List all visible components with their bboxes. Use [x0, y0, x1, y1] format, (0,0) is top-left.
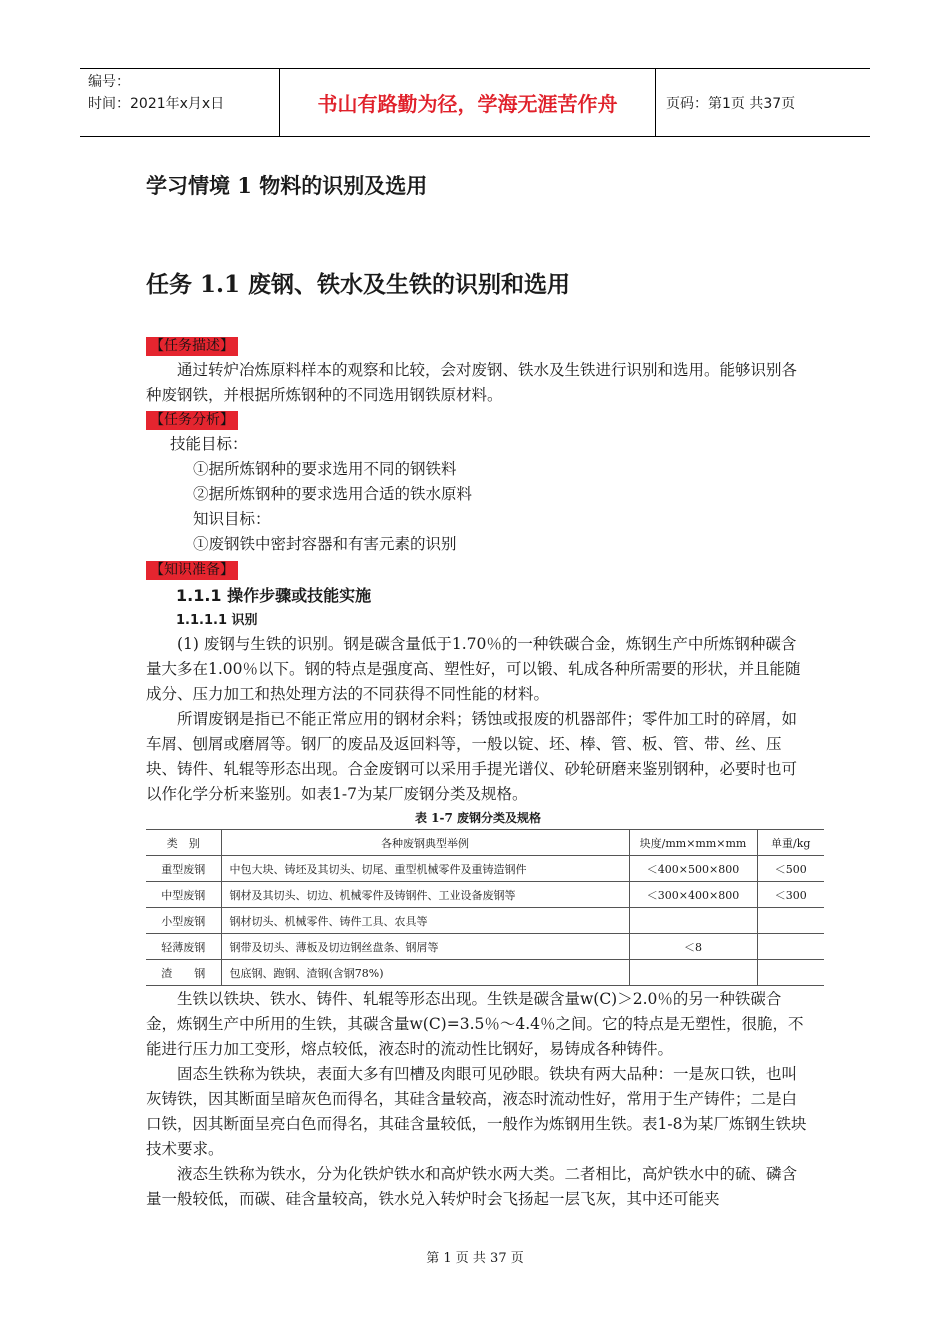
- table-cell: [629, 960, 757, 986]
- table-row: [146, 882, 824, 908]
- tag-task-analysis: 【任务分析】: [146, 411, 238, 430]
- paragraph-3: 生铁以铁块、铁水、铸件、轧辊等形态出现。生铁是碳含量w(C)＞2.0％的另一种铁碳合金，炼钢生产中所用的生铁，其碳含量w(C)=3.5％～4.4％之间。它的特点是无塑性，很脆，不能进行压力加工变形，熔点较低，液态时的流动性比钢好，易铸成各种铸件。: [146, 990, 804, 1058]
- skill-item-2: ②据所炼钢种的要求选用合适的铁水原料: [193, 485, 473, 503]
- skill-item-1: ①据所炼钢种的要求选用不同的钢铁料: [193, 460, 457, 478]
- section-heading: 1.1.1 操作步骤或技能实施: [176, 586, 372, 605]
- header-motto: 书山有路勤为径，学海无涯苦作舟: [280, 69, 656, 136]
- table-cell: 包底钢、跑钢、渣钢(含钢78%): [221, 960, 629, 986]
- tag-knowledge-prep: 【知识准备】: [146, 561, 238, 580]
- table-cell: 中型废钢: [146, 882, 221, 908]
- table-cell: [757, 908, 824, 934]
- paragraph-2: 所谓废钢是指已不能正常应用的钢材余料；锈蚀或报废的机器部件；零件加工时的碎屑，如车屑、刨屑或磨屑等。钢厂的废品及返回料等，一般以锭、坯、棒、管、板、管、带、丝、压块、铸件、轧辊等形态出现。合金废钢可以采用手提光谱仪、砂轮研磨来鉴别钢种，必要时也可以作化学分析来鉴别。如表1-7为某厂废钢分类及规格。: [146, 710, 798, 803]
- table-cell: 小型废钢: [146, 908, 221, 934]
- table-cell: [757, 934, 824, 960]
- tag-task-description: 【任务描述】: [146, 337, 238, 356]
- paragraph-4: 固态生铁称为铁块，表面大多有凹槽及肉眼可见砂眼。铁块有两大品种：一是灰口铁，也叫灰铸铁，因其断面呈暗灰色而得名，其硅含量较高，液态时流动性好，常用于生产铸件；二是白口铁，因其断面呈亮白色而得名，其硅含量较低，一般作为炼钢用生铁。表1-8为某厂炼钢生铁块技术要求。: [146, 1065, 807, 1158]
- table-cell: 渣 钢: [146, 960, 221, 986]
- table-header-cell: 块度/mm×mm×mm: [629, 830, 757, 856]
- table-cell: ＜400×500×800: [629, 856, 757, 882]
- table-cell: ＜500: [757, 856, 824, 882]
- table-row: [146, 934, 824, 960]
- number-label: 编号：: [88, 74, 130, 90]
- table-cell: ＜300×400×800: [629, 882, 757, 908]
- table-row: [146, 908, 824, 934]
- situation-title: 学习情境 1 物料的识别及选用: [146, 173, 428, 198]
- time-label: 时间：2021年x月x日: [88, 96, 225, 112]
- scrap-steel-table: [146, 829, 824, 986]
- table-row: [146, 856, 824, 882]
- paragraph-5: 液态生铁称为铁水，分为化铁炉铁水和高炉铁水两大类。二者相比，高炉铁水中的硫、磷含量一般较低，而碳、硅含量较高，铁水兑入转炉时会飞扬起一层飞灰，其中还可能夹: [146, 1165, 798, 1208]
- table-header-row: [146, 830, 824, 856]
- knowledge-item-1: ①废钢铁中密封容器和有害元素的识别: [193, 535, 457, 553]
- table-header-cell: 类 别: [146, 830, 221, 856]
- table-row: [146, 960, 824, 986]
- table-cell: ＜8: [629, 934, 757, 960]
- table-cell: 中包大块、铸坯及其切头、切尾、重型机械零件及重铸造钢件: [221, 856, 629, 882]
- page-footer: 第 1 页 共 37 页: [426, 1251, 524, 1266]
- knowledge-goal-label: 知识目标：: [193, 510, 271, 528]
- task-title: 任务 1.1 废钢、铁水及生铁的识别和选用: [146, 271, 571, 298]
- header-table: [80, 68, 870, 137]
- table-caption: 表 1-7 废钢分类及规格: [414, 811, 542, 825]
- section-subheading: 1.1.1.1 识别: [176, 613, 258, 628]
- table-cell: 钢带及切头、薄板及切边钢丝盘条、钢屑等: [221, 934, 629, 960]
- table-cell: [757, 960, 824, 986]
- table-cell: ＜300: [757, 882, 824, 908]
- header-page-info: 页码：第1页 共37页: [666, 95, 796, 112]
- table-cell: [629, 908, 757, 934]
- table-cell: 钢材切头、机械零件、铸件工具、农具等: [221, 908, 629, 934]
- header-info-cell: [80, 69, 280, 136]
- table-header-cell: 单重/kg: [757, 830, 824, 856]
- table-cell: 重型废钢: [146, 856, 221, 882]
- description-paragraph: 通过转炉冶炼原料样本的观察和比较，会对废钢、铁水及生铁进行识别和选用。能够识别各种废钢铁，并根据所炼钢种的不同选用钢铁原材料。: [146, 361, 798, 404]
- table-cell: 钢材及其切头、切边、机械零件及铸钢件、工业设备废钢等: [221, 882, 629, 908]
- skill-goal-label: 技能目标：: [170, 435, 248, 453]
- table-cell: 轻薄废钢: [146, 934, 221, 960]
- paragraph-1: (1) 废钢与生铁的识别。钢是碳含量低于1.70％的一种铁碳合金，炼钢生产中所炼钢种碳含量大多在1.00％以下。钢的特点是强度高、塑性好，可以锻、轧成各种所需要的形状，并且能随成分、压力加工和热处理方法的不同获得不同性能的材料。: [146, 635, 801, 703]
- table-header-cell: 各种废钢典型举例: [221, 830, 629, 856]
